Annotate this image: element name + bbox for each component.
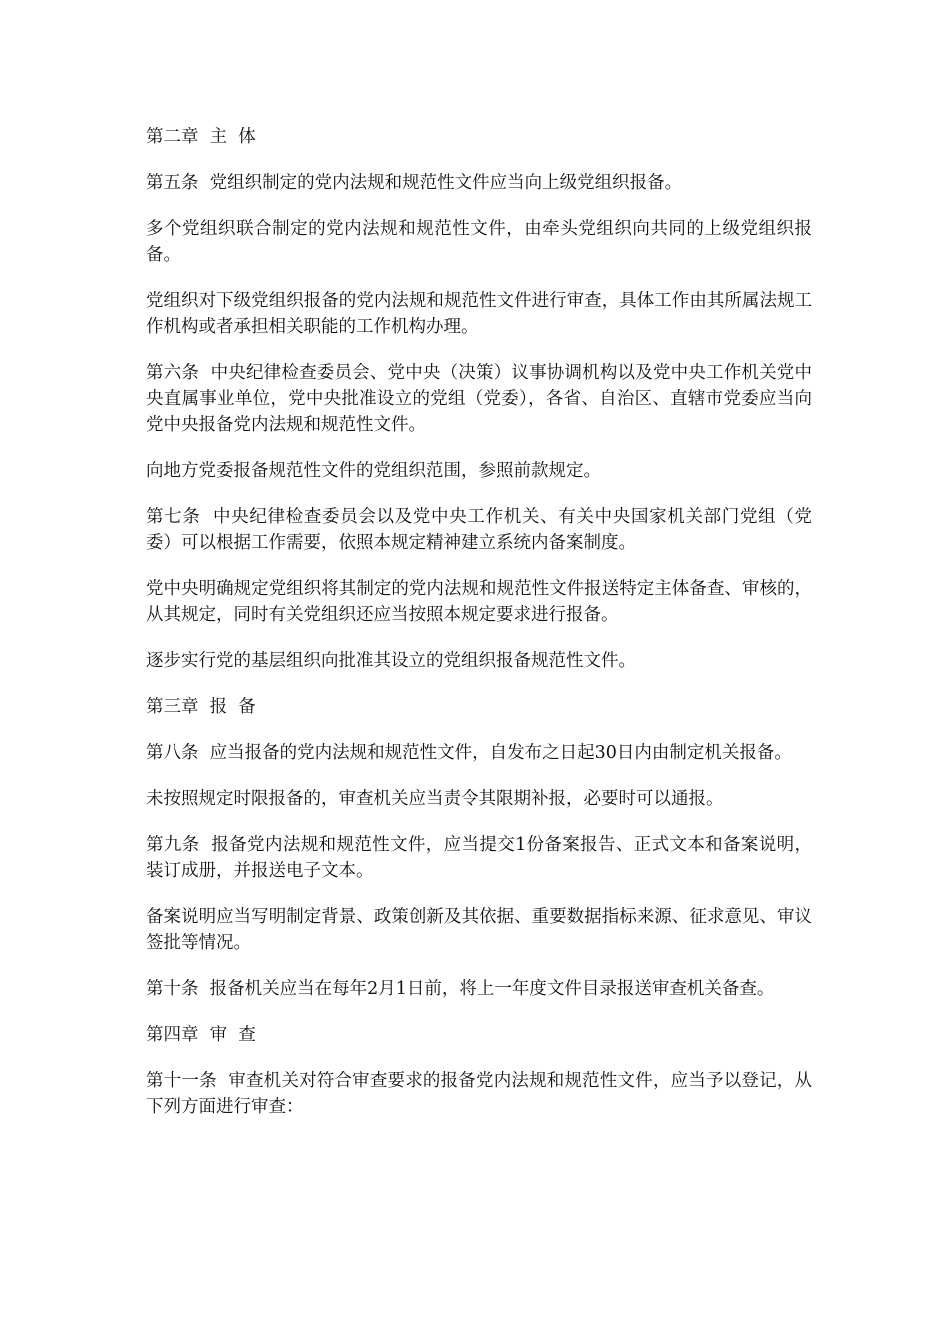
article-paragraph: 第六条 中央纪律检查委员会、党中央（决策）议事协调机构以及党中央工作机关党中央直属事业单位，党中央批准设立的党组（党委），各省、自治区、直辖市党委应当向党中央报备党内法规和规范性文件。 — [146, 363, 812, 435]
document-body — [146, 124, 812, 1140]
article-paragraph: 第八条 应当报备的党内法规和规范性文件，自发布之日起30日内由制定机关报备。 — [146, 743, 792, 763]
chapter-heading: 第四章 审 查 — [146, 1025, 256, 1045]
article-paragraph: 党组织对下级党组织报备的党内法规和规范性文件进行审查，具体工作由其所属法规工作机构或者承担相关职能的工作机构办理。 — [146, 291, 812, 337]
article-paragraph: 向地方党委报备规范性文件的党组织范围，参照前款规定。 — [146, 461, 601, 481]
article-paragraph: 第五条 党组织制定的党内法规和规范性文件应当向上级党组织报备。 — [146, 173, 683, 193]
article-paragraph: 第七条 中央纪律检查委员会以及党中央工作机关、有关中央国家机关部门党组（党委）可以根据工作需要，依照本规定精神建立系统内备案制度。 — [146, 507, 812, 553]
chapter-heading: 第三章 报 备 — [146, 697, 256, 717]
article-paragraph: 第十一条 审查机关对符合审查要求的报备党内法规和规范性文件，应当予以登记，从下列方面进行审查： — [146, 1071, 812, 1117]
article-paragraph: 备案说明应当写明制定背景、政策创新及其依据、重要数据指标来源、征求意见、审议签批等情况。 — [146, 907, 812, 953]
article-paragraph: 党中央明确规定党组织将其制定的党内法规和规范性文件报送特定主体备查、审核的，从其规定，同时有关党组织还应当按照本规定要求进行报备。 — [146, 579, 812, 625]
article-paragraph: 未按照规定时限报备的，审查机关应当责令其限期补报，必要时可以通报。 — [146, 789, 724, 809]
article-paragraph: 第九条 报备党内法规和规范性文件，应当提交1份备案报告、正式文本和备案说明，装订成册，并报送电子文本。 — [146, 835, 812, 881]
article-paragraph: 逐步实行党的基层组织向批准其设立的党组织报备规范性文件。 — [146, 651, 636, 671]
chapter-heading: 第二章 主 体 — [146, 127, 256, 147]
article-paragraph: 第十条 报备机关应当在每年2月1日前，将上一年度文件目录报送审查机关备查。 — [146, 979, 775, 999]
article-paragraph: 多个党组织联合制定的党内法规和规范性文件，由牵头党组织向共同的上级党组织报备。 — [146, 219, 812, 265]
